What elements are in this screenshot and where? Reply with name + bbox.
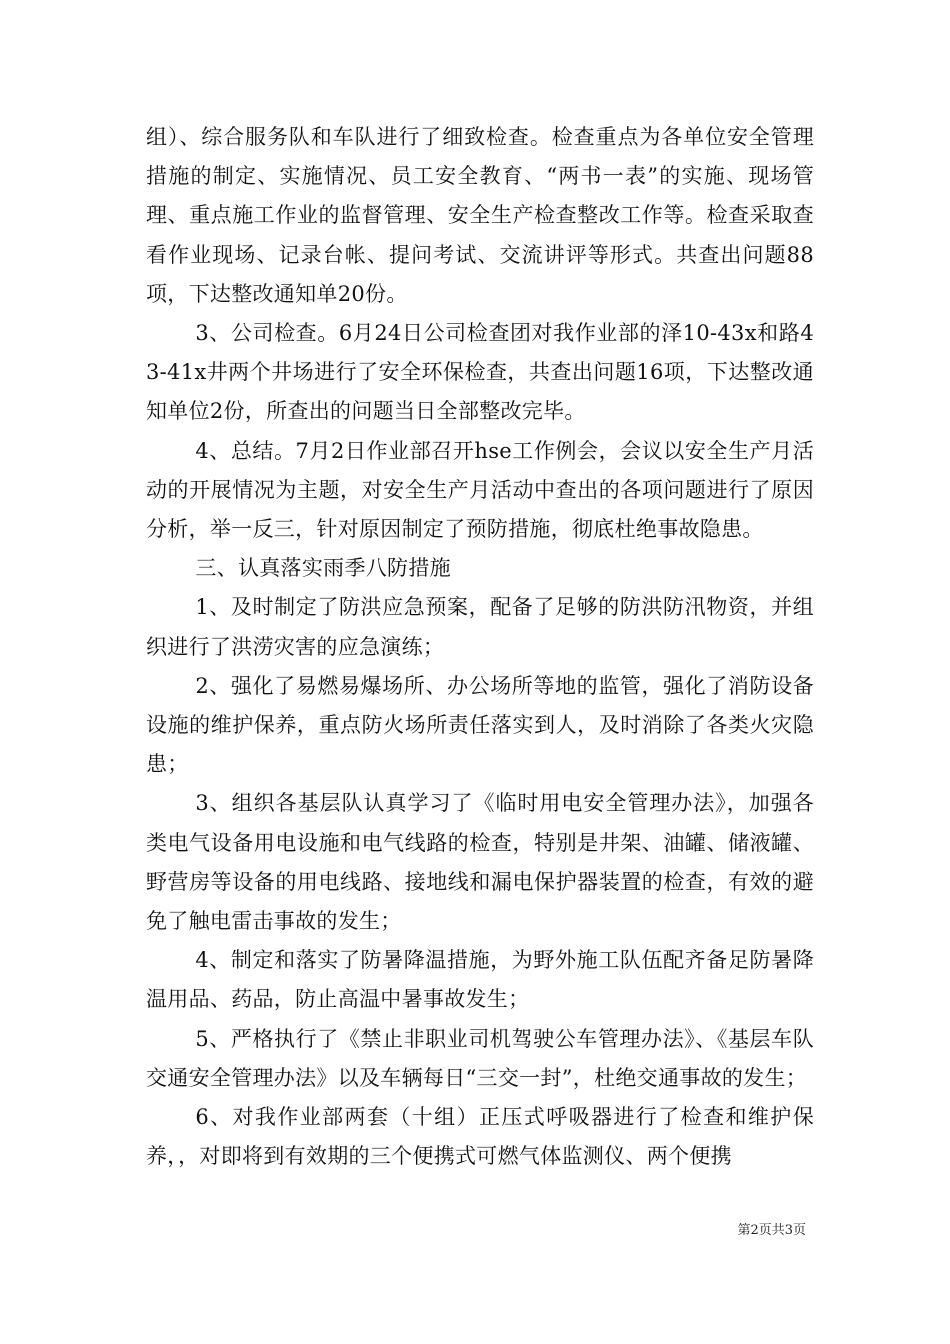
document-body [146, 118, 814, 1176]
paragraph-electrical-safety: 3、组织各基层队认真学习了《临时用电安全管理办法》，加强各类电气设备用电设施和电气线路的检查，特别是井架、油罐、储液罐、野营房等设备的用电线路、接地线和漏电保护器装置的检查，有效的避免了触电雷击事故的发生； [146, 791, 814, 934]
paragraph-traffic-safety: 5、严格执行了《禁止非职业司机驾驶公车管理办法》、《基层车队交通安全管理办法》以及车辆每日“三交一封”，杜绝交通事故的发生； [146, 1026, 814, 1090]
section-heading-rainy-season: 三、认真落实雨季八防措施 [195, 556, 451, 581]
paragraph-flood-plan: 1、及时制定了防洪应急预案，配备了足够的防洪防汛物资，并组织进行了洪涝灾害的应急演练； [146, 595, 814, 659]
page-number-footer: 第2页共3页 [737, 1223, 806, 1238]
paragraph-summary: 4、总结。7月2日作业部召开hse工作例会，会议以安全生产月活动的开展情况为主题，对安全生产月活动中查出的各项问题进行了原因分析，举一反三，针对原因制定了预防措施，彻底杜绝事故隐患。 [146, 438, 814, 542]
paragraph-inspection-continued: 组）、综合服务队和车队进行了细致检查。检查重点为各单位安全管理措施的制定、实施情况、员工安全教育、“两书一表”的实施、现场管理、重点施工作业的监督管理、安全生产检查整改工作等。检查采取查看作业现场、记录台帐、提问考试、交流讲评等形式。共查出问题88项，下达整改通知单20份。 [146, 125, 814, 306]
paragraph-company-inspection: 3、公司检查。6月24日公司检查团对我作业部的泽10-43x和路43-41x井两个井场进行了安全环保检查，共查出问题16项，下达整改通知单位2份，所查出的问题当日全部整改完毕。 [146, 321, 814, 424]
paragraph-heat-prevention: 4、制定和落实了防暑降温措施，为野外施工队伍配齐备足防暑降温用品、药品，防止高温中暑事故发生； [146, 948, 814, 1012]
paragraph-fire-safety: 2、强化了易燃易爆场所、办公场所等地的监管，强化了消防设备设施的维护保养，重点防火场所责任落实到人，及时消除了各类火灾隐患； [146, 673, 814, 777]
paragraph-breathing-apparatus: 6、对我作业部两套（十组）正压式呼吸器进行了检查和维护保养，，对即将到有效期的三个便携式可燃气体监测仪、两个便携 [146, 1105, 814, 1169]
